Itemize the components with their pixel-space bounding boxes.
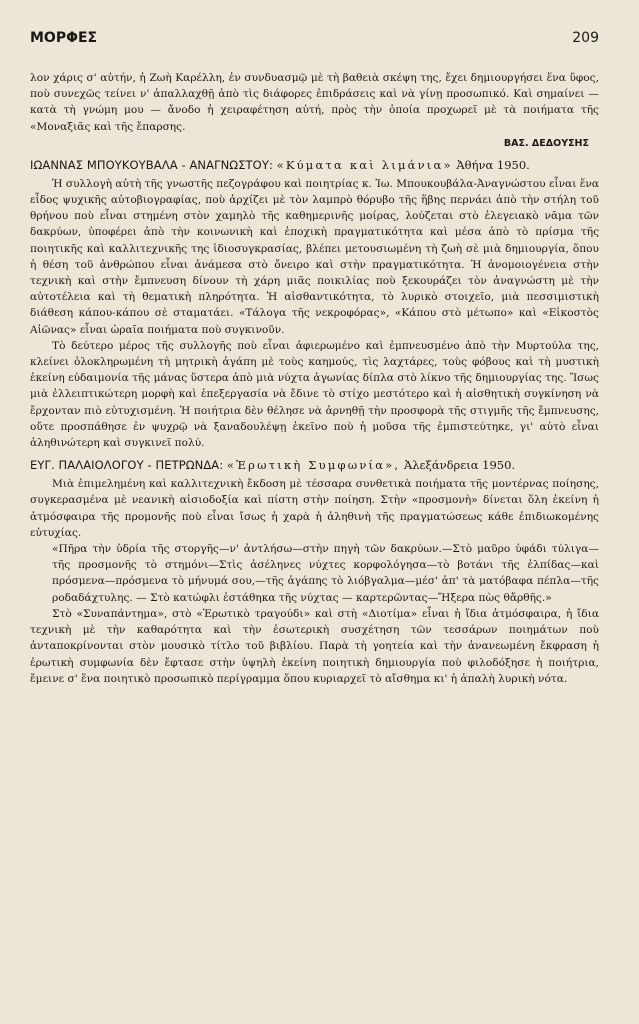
poem-quotation: «Πῆρα τὴν ὑδρία τῆς στοργῆς—ν' ἀντλήσω—στὴν πηγὴ τῶν δακρύων.—Στὸ μαῦρο ὑφάδι τύλιγα—τῆς προσμονῆς τὸ στημόνι—Στὶς ἀσέληνες νύχτες κορφολόγησα—τὸ βοτάνι τῆς ἐλπίδας—καὶ πρόσμενα—πρόσμενα τὸ μήνυμά σου,—τῆς ἀγάπης τὸ λιόβγαλμα—μέσ' ἀπ' τὰ ματόβαφα πέπλα—τῆς ροδαδάχτυλης. — Στὸ κατώφλι ἐστάθηκα τῆς νύχτας — καρτερῶντας—Ἤξερα πὼς θἄρθῆς.»	[52, 543, 599, 604]
page-header	[30, 30, 599, 46]
page-number: 209	[572, 30, 599, 46]
review-author: ΙΩΑΝΝΑΣ ΜΠΟΥΚΟΥΒΑΛΑ - ΑΝΑΓΝΩΣΤΟΥ:	[30, 157, 273, 172]
book-title: «Ἐρωτικὴ Συμφωνία»,	[226, 458, 401, 473]
review-heading-boukouvala	[30, 157, 599, 174]
review-paragraph: Μιὰ ἐπιμελημένη καὶ καλλιτεχνικὴ ἔκδοση μὲ τέσσαρα συνθετικὰ ποιήματα τῆς μοντέρνας ποίησης, συγκερασμένα μὲ νεανικὴ αἰσιοδοξία καὶ πίστη στὴν ποίηση. Στὴν «προσμονὴ» δίνεται ὅλη ἐκείνη ἡ ἀτμόσφαιρα τῆς προμονῆς ποὺ εἶναι ἴσως ἡ χαρὰ ἡ ἀληθινὴ τῆς πραγματώσεως κάθε ἐπιδιωκομένης εὐτυχίας.	[30, 478, 599, 539]
review-continuation-text: λον χάρις σ' αὐτήν, ἡ Ζωὴ Καρέλλη, ἐν συνδυασμῷ μὲ τὴ βαθειὰ σκέψη της, ἔχει δημιουργήσει ἕνα ὕφος, ποὺ συνεχῶς τείνει ν' ἀπαλλαχθῇ ἀπὸ τὶς διάφορες ἐπιδράσεις καὶ νὰ γίνῃ προσωπικό. Καὶ σημαίνει — κατὰ τὴ γνώμη μου — ἄνοδο ἡ χειραφέτηση αὐτή, πρὸς τὴν ὁποία προχωρεῖ μὲ τὰ ποιήματα τῆς «Μοναξιᾶς καὶ τῆς ἔπαρσης.	[30, 72, 599, 133]
running-title: ΜΟΡΦΕΣ	[30, 30, 98, 46]
book-title: «Κύματα καὶ λιμάνια»	[276, 157, 453, 172]
review-author: ΕΥΓ. ΠΑΛΑΙΟΛΟΓΟΥ - ΠΕΤΡΩΝΔΑ:	[30, 458, 224, 473]
publication-place-year: Ἀθήνα 1950.	[456, 157, 530, 172]
review-paragraph: Τὸ δεύτερο μέρος τῆς συλλογῆς ποὺ εἶναι ἀφιερωμένο καὶ ἐμπνευσμένο ἀπὸ τὴν Μυρτούλα της, κλείνει ὁλοκληρωμένη τὴ μητρικὴ ἀγάπη μὲ τοὺς καημούς, τὶς λαχτάρες, τοὺς φόβους καὶ τὴ μυστικὴ ἐκείνη εὐδαιμονία τῆς μάνας ὕστερα ἀπὸ μιὰ νύχτα ἀγωνίας δίπλα στὸ λίκνο τῆς δημιουργίας της. Ἴσως μιὰ ἐλλειπτικώτερη μορφὴ καὶ ἐπεξεργασία νὰ ἔδινε τὸ στίχο μεστότερο καὶ ἡ αἰσθητικὴ συγκίνηση νὰ ἔρχονταν πιὸ εὐτυχισμένη. Ἡ ποιήτρια δὲν θέλησε νὰ ἀρνηθῇ τὴν προσφορὰ τῆς στιγμῆς τῆς ἔμπνευσης, οὔτε προσπάθησε ἐν ψυχρῷ νὰ ξαναδουλέψῃ ἐκεῖνο ποὺ ἡ μοῦσα τῆς ἐμπιστεύτηκε, γι' αὐτὸ εἶναι ἀληθινώτερη καὶ συγκινεῖ πολύ.	[30, 339, 599, 450]
publication-place-year: Ἀλεξάνδρεια 1950.	[403, 458, 516, 473]
review-paragraph: Στὸ «Συναπάντημα», στὸ «Ἐρωτικὸ τραγούδι» καὶ στὴ «Διοτίμα» εἶναι ἡ ἴδια ἀτμόσφαιρα, ἡ ἴδια τεχνικὴ μὲ τὴν καθαρότητα καὶ τὴν ἐσωτερικὴ συσχέτηση τῶν τεσσάρων ποιημάτων ποὺ ἀνταποκρίνονται στὸν μουσικὸ τίτλο τοῦ βιβλίου. Παρὰ τὴ γοητεία καὶ τὴν ἀνανεωμένη ἔκφραση ἡ ἐρωτικὴ συμφωνία δὲν ἔφτασε στὴν ὑψηλὴ ἐκείνη ποιητικὴ δημιουργία ποὺ φιλοδόξησε ἡ ποιήτρια, ἔμεινε σ' ἕνα ποιητικὸ προσωπικὸ περίγραμμα ὅπου κυριαρχεῖ τὸ αἴσθημα κι' ἡ ἁπαλὴ λυρικὴ νότα.	[30, 607, 599, 685]
reviewer-signature: ΒΑΣ. ΔΕΔΟΥΣΗΣ	[503, 137, 589, 149]
review-paragraph: Ἡ συλλογὴ αὐτὴ τῆς γνωστῆς πεζογράφου καὶ ποιητρίας κ. Ἰω. Μπουκουβάλα-Ἀναγνώστου εἶναι ἕνα εἶδος ψυχικῆς αὐτοβιογραφίας, ποὺ ἀρχίζει μὲ τὸν λαμπρὸ θόρυβο τῆς ἥβης περνάει ἀπὸ τὴν στήλη τοῦ θρήνου ποὺ εἶναι στημένη στὸν χαμηλὸ τῆς καθημερινῆς μοίρας, λούζεται στὸ ἐλεγειακὸ νᾶμα τῶν δακρύων, ὑποφέρει ἀπὸ τὴν κοινωνικὴ καὶ ἐποχικὴ πραγματικότητα καὶ μέσα ἀπὸ τὸ πρίσμα τῆς ποιητικῆς καὶ καλλιτεχνικῆς της ἰδιοσυγκρασίας, βλέπει μετουσιωμένη τὴ ζωὴ σὲ μιὰ δημιουργία, ὅπου ἡ θέση τοῦ ἀνθρώπου εἶναι ἀνάμεσα στὸ ὄνειρο καὶ στὴν πραγματικότητα. Ἡ ἀνομοιογένεια στὴν τεχνικὴ καὶ στὴν ἔμπνευση δίνουν τὴ χάρη μιᾶς ποικιλίας ποὺ ξεκουράζει τὸν ἀναγνώστη μὲ τὴν αὐτοτέλεια καὶ τὴ θεματικὴ πληρότητα. Ἡ αἰσθαντικότητα, τὸ λυρικὸ στοιχεῖο, μιὰ πεσσιμιστικὴ διάθεση κάπου-κάπου σὲ σταματάει. «Τάλογα τῆς νεκροφόρας», «Κάπου στὸ μέτωπο» καὶ «Εἰκοστὸς Αἰῶνας» εἶναι ὡραῖα ποιήματα ποὺ συγκινοῦν.	[30, 177, 599, 336]
review-heading-palaiologou	[30, 457, 599, 474]
